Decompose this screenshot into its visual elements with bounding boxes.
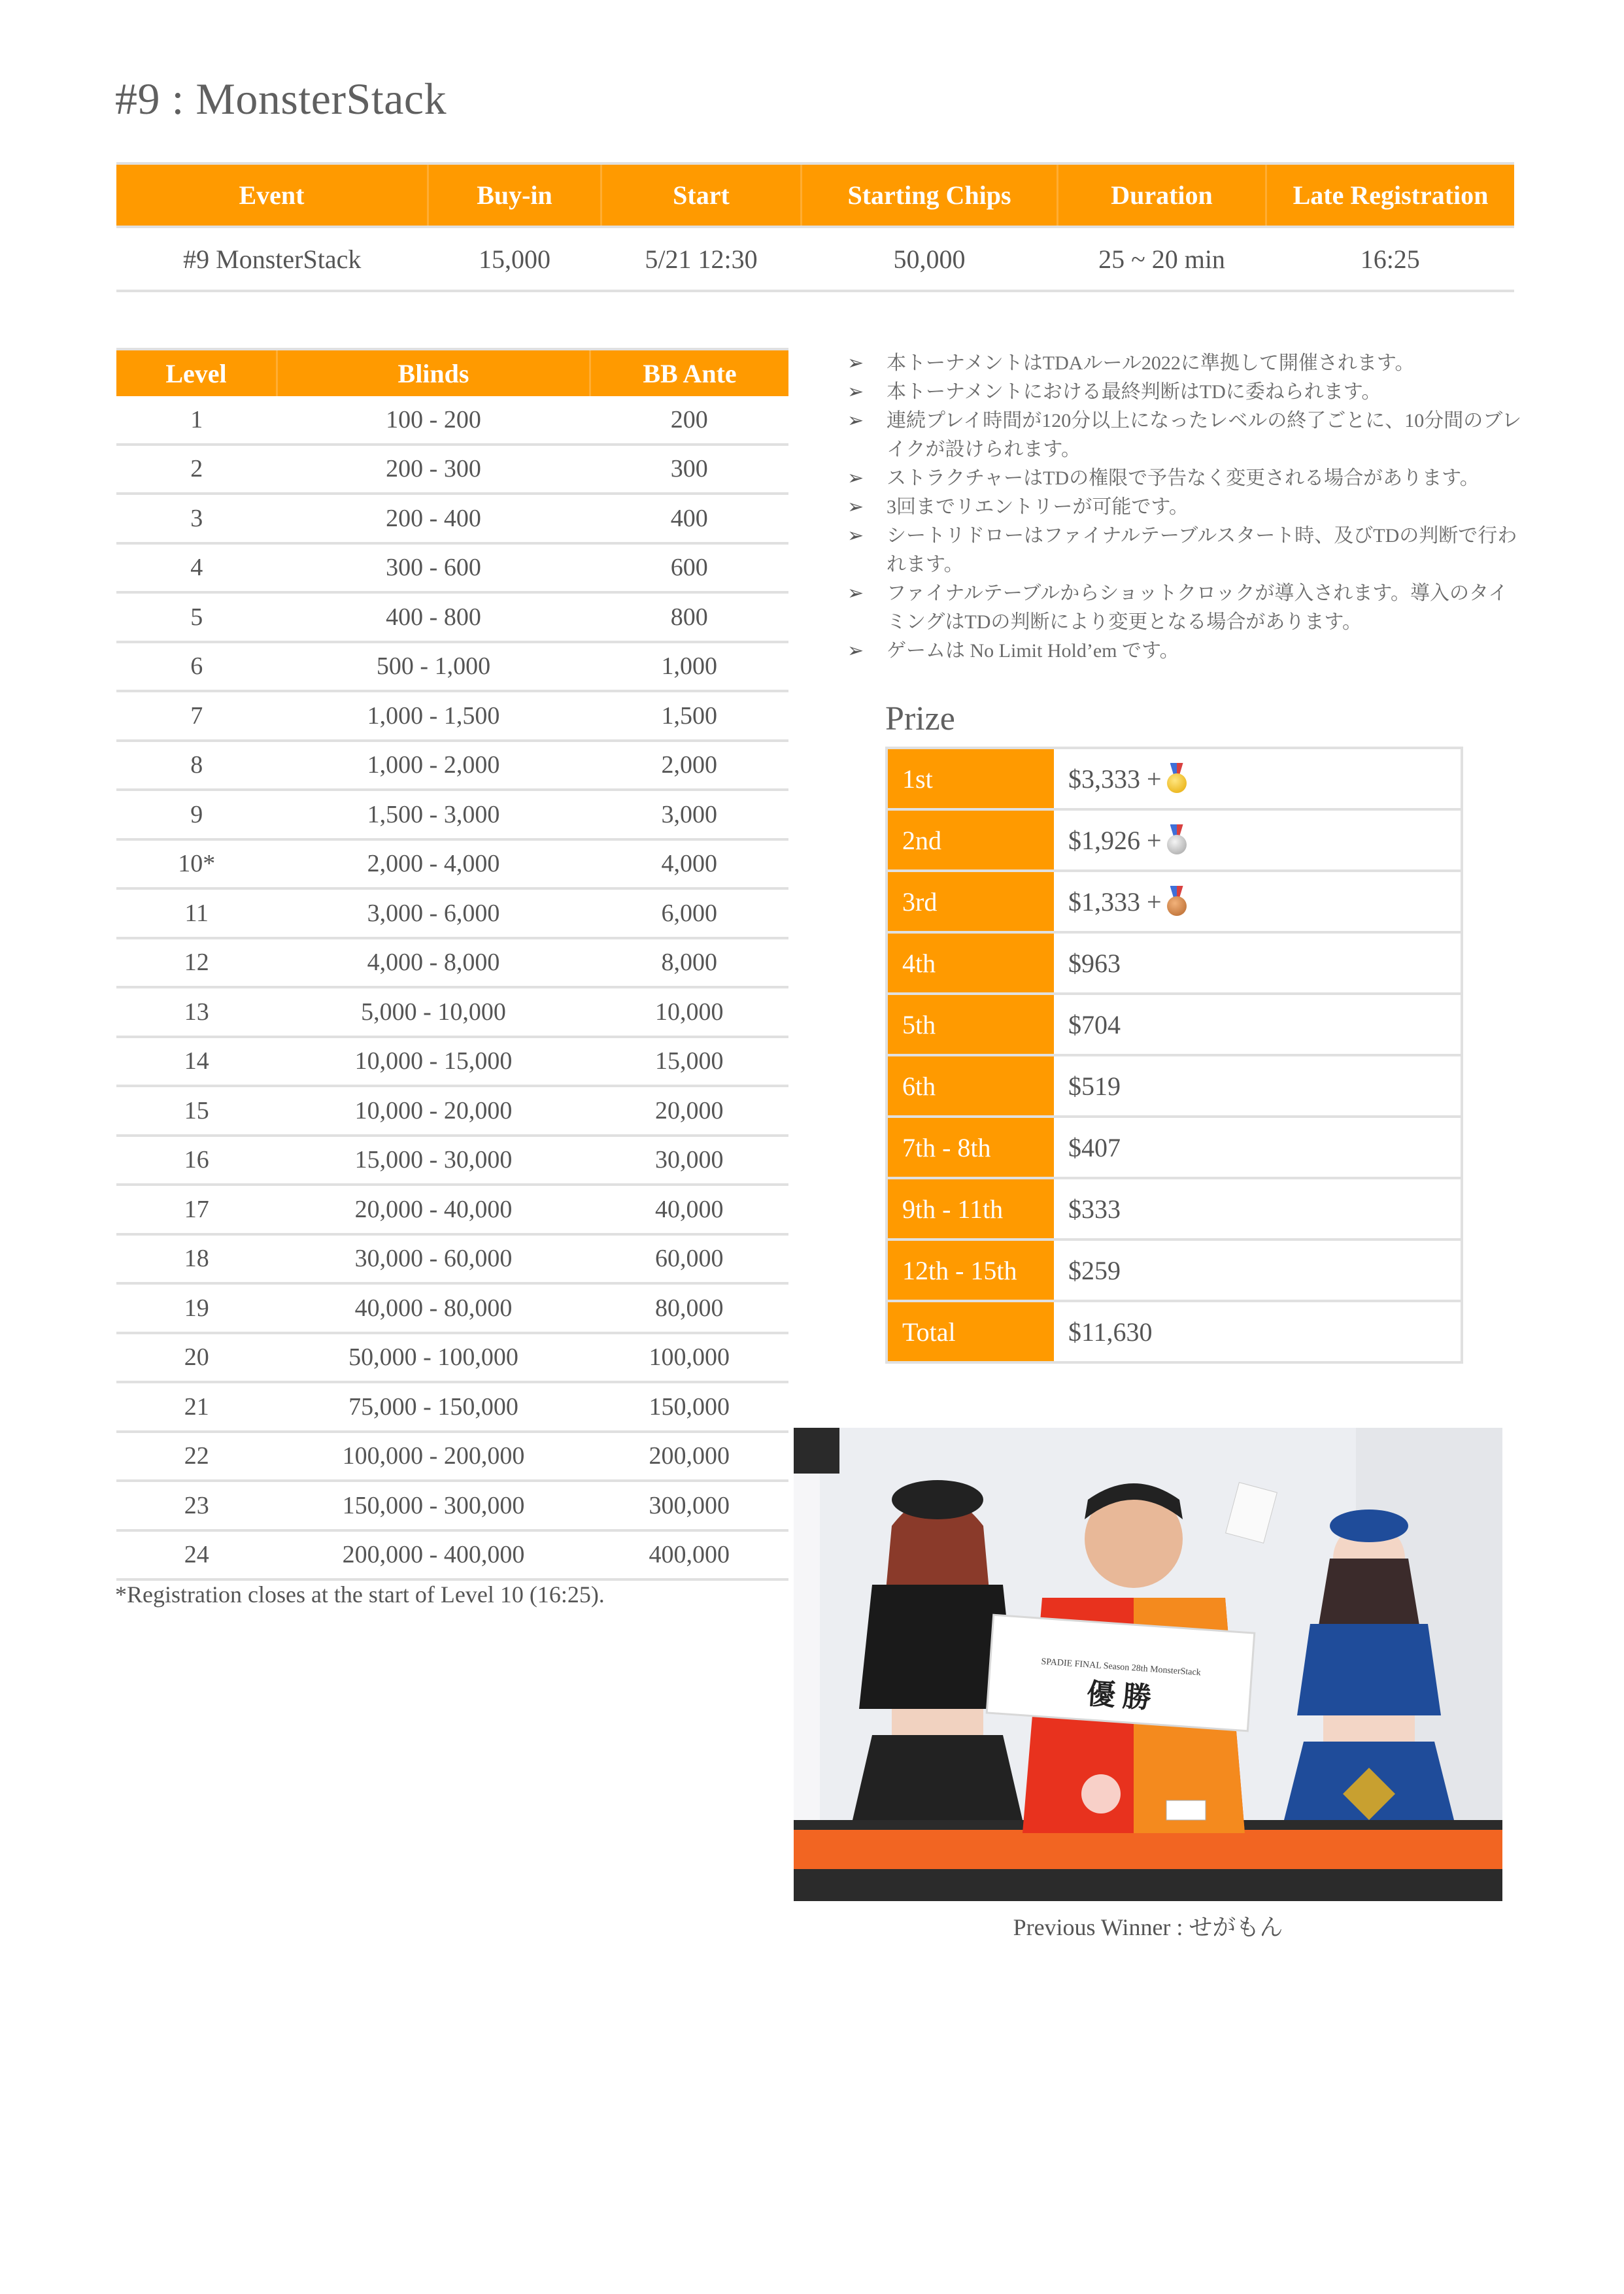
bb-ante-cell: 80,000 — [590, 1283, 789, 1333]
bronze-medal-icon — [1166, 886, 1188, 916]
blinds-cell: 150,000 - 300,000 — [277, 1481, 590, 1530]
level-cell: 23 — [116, 1481, 277, 1530]
blinds-cell: 50,000 - 100,000 — [277, 1333, 590, 1383]
buy-in-value: 15,000 — [428, 227, 601, 291]
level-cell: 12 — [116, 938, 277, 988]
blinds-row — [116, 1136, 788, 1185]
level-cell: 6 — [116, 642, 277, 692]
event-row — [116, 227, 1514, 291]
prize-amount-cell — [1054, 932, 1462, 994]
blinds-cell: 2,000 - 4,000 — [277, 839, 590, 889]
prize-row — [887, 809, 1462, 871]
level-cell: 17 — [116, 1185, 277, 1234]
blinds-row — [116, 1283, 788, 1333]
level-cell: 24 — [116, 1530, 277, 1580]
gold-medal-icon — [1166, 763, 1188, 793]
blinds-row — [116, 987, 788, 1037]
level-cell: 13 — [116, 987, 277, 1037]
blinds-cell: 1,000 - 2,000 — [277, 741, 590, 790]
blinds-row — [116, 445, 788, 494]
late-registration-header: Late Registration — [1266, 163, 1515, 227]
level-cell: 18 — [116, 1234, 277, 1284]
blinds-row — [116, 839, 788, 889]
rule-item — [847, 378, 1527, 407]
rule-text: 本トーナメントにおける最終判断はTDに委ねられます。 — [887, 381, 1381, 403]
prize-amount: $1,926 + — [1068, 826, 1162, 855]
start-value: 5/21 12:30 — [601, 227, 802, 291]
prize-amount-cell — [1054, 1055, 1462, 1117]
bb-ante-cell: 300 — [590, 445, 789, 494]
blinds-structure-table — [116, 348, 788, 1581]
prize-row — [887, 748, 1462, 809]
bb-ante-cell: 8,000 — [590, 938, 789, 988]
starting-chips-header: Starting Chips — [802, 163, 1058, 227]
prize-amount-cell — [1054, 1240, 1462, 1301]
level-cell: 3 — [116, 494, 277, 543]
blinds-row — [116, 1037, 788, 1087]
prize-amount-cell — [1054, 871, 1462, 932]
blinds-row — [116, 642, 788, 692]
prize-place: 5th — [887, 994, 1054, 1055]
arrow-bullet-icon: ➢ — [847, 640, 864, 662]
prize-amount-cell — [1054, 809, 1462, 871]
blinds-row — [116, 1333, 788, 1383]
blinds-row — [116, 543, 788, 593]
blinds-cell: 30,000 - 60,000 — [277, 1234, 590, 1284]
blinds-header: Blinds — [277, 349, 590, 396]
blinds-row — [116, 1234, 788, 1284]
page-title: #9 : MonsterStack — [115, 74, 447, 124]
prize-row — [887, 994, 1462, 1055]
level-cell: 2 — [116, 445, 277, 494]
prize-place: Total — [887, 1301, 1054, 1362]
prize-place: 6th — [887, 1055, 1054, 1117]
prize-title: Prize — [885, 700, 955, 737]
prize-row — [887, 1117, 1462, 1178]
rule-item — [847, 522, 1527, 579]
prize-row — [887, 932, 1462, 994]
bb-ante-cell: 4,000 — [590, 839, 789, 889]
prize-amount-cell — [1054, 748, 1462, 809]
starting-chips-value: 50,000 — [802, 227, 1058, 291]
bb-ante-cell: 15,000 — [590, 1037, 789, 1087]
prize-amount: $3,333 + — [1068, 764, 1162, 794]
prize-row — [887, 871, 1462, 932]
level-cell: 15 — [116, 1086, 277, 1136]
blinds-row — [116, 1382, 788, 1432]
blinds-row — [116, 494, 788, 543]
rule-item — [847, 493, 1527, 522]
blinds-cell: 200 - 300 — [277, 445, 590, 494]
level-cell: 21 — [116, 1382, 277, 1432]
bb-ante-cell: 2,000 — [590, 741, 789, 790]
prize-amount: $11,630 — [1068, 1317, 1153, 1347]
bb-ante-cell: 150,000 — [590, 1382, 789, 1432]
blinds-row — [116, 1432, 788, 1481]
registration-footnote: *Registration closes at the start of Level 10 (16:25). — [115, 1581, 605, 1608]
previous-winner-photo — [794, 1428, 1502, 1901]
rule-text: 本トーナメントはTDAルール2022に準拠して開催されます。 — [887, 352, 1415, 374]
level-cell: 20 — [116, 1333, 277, 1383]
bb-ante-cell: 200,000 — [590, 1432, 789, 1481]
blinds-row — [116, 741, 788, 790]
blinds-row — [116, 691, 788, 741]
blinds-cell: 10,000 - 20,000 — [277, 1086, 590, 1136]
level-header: Level — [116, 349, 277, 396]
rule-item — [847, 637, 1527, 666]
blinds-cell: 400 - 800 — [277, 592, 590, 642]
prize-amount-cell — [1054, 1301, 1462, 1362]
bb-ante-cell: 300,000 — [590, 1481, 789, 1530]
level-cell: 1 — [116, 396, 277, 445]
prize-amount: $259 — [1068, 1255, 1121, 1285]
level-cell: 22 — [116, 1432, 277, 1481]
blinds-row — [116, 1185, 788, 1234]
blinds-cell: 3,000 - 6,000 — [277, 888, 590, 938]
blinds-cell: 500 - 1,000 — [277, 642, 590, 692]
prize-row — [887, 1055, 1462, 1117]
rule-text: ファイナルテーブルからショットクロックが導入されます。導入のタイミングはTDの判断により変更となる場合があります。 — [887, 582, 1508, 633]
blinds-cell: 200 - 400 — [277, 494, 590, 543]
prize-amount-cell — [1054, 1178, 1462, 1240]
prize-row — [887, 1301, 1462, 1362]
blinds-cell: 200,000 - 400,000 — [277, 1530, 590, 1580]
level-cell: 9 — [116, 790, 277, 839]
winner-photo-illustration — [794, 1428, 1502, 1901]
duration-value: 25 ~ 20 min — [1058, 227, 1266, 291]
level-cell: 7 — [116, 691, 277, 741]
late-registration-value: 16:25 — [1266, 227, 1515, 291]
prize-row — [887, 1240, 1462, 1301]
blinds-cell: 20,000 - 40,000 — [277, 1185, 590, 1234]
rule-text: ゲームは No Limit Hold’em です。 — [887, 640, 1179, 662]
bb-ante-cell: 800 — [590, 592, 789, 642]
rule-item — [847, 579, 1527, 637]
blinds-cell: 1,000 - 1,500 — [277, 691, 590, 741]
prize-place: 4th — [887, 932, 1054, 994]
buy-in-header: Buy-in — [428, 163, 601, 227]
bb-ante-cell: 10,000 — [590, 987, 789, 1037]
prize-amount: $1,333 + — [1068, 887, 1162, 917]
prize-amount: $407 — [1068, 1132, 1121, 1162]
blinds-cell: 100 - 200 — [277, 396, 590, 445]
bb-ante-cell: 60,000 — [590, 1234, 789, 1284]
blinds-cell: 5,000 - 10,000 — [277, 987, 590, 1037]
prize-place: 9th - 11th — [887, 1178, 1054, 1240]
blinds-cell: 40,000 - 80,000 — [277, 1283, 590, 1333]
blinds-cell: 15,000 - 30,000 — [277, 1136, 590, 1185]
rule-item — [847, 349, 1527, 378]
arrow-bullet-icon: ➢ — [847, 381, 864, 403]
bb-ante-cell: 100,000 — [590, 1333, 789, 1383]
prize-amount: $963 — [1068, 948, 1121, 978]
prize-place: 7th - 8th — [887, 1117, 1054, 1178]
rule-item — [847, 407, 1527, 464]
blinds-cell: 10,000 - 15,000 — [277, 1037, 590, 1087]
bb-ante-cell: 600 — [590, 543, 789, 593]
prize-place: 3rd — [887, 871, 1054, 932]
bb-ante-cell: 6,000 — [590, 888, 789, 938]
blinds-row — [116, 790, 788, 839]
photo-caption: Previous Winner : せがもん — [1013, 1914, 1283, 1940]
duration-header: Duration — [1058, 163, 1266, 227]
blinds-cell: 300 - 600 — [277, 543, 590, 593]
rule-text: 3回までリエントリーが可能です。 — [887, 496, 1189, 518]
silver-medal-icon — [1166, 824, 1188, 854]
level-cell: 4 — [116, 543, 277, 593]
bb-ante-cell: 1,500 — [590, 691, 789, 741]
blinds-cell: 100,000 - 200,000 — [277, 1432, 590, 1481]
bb-ante-cell: 1,000 — [590, 642, 789, 692]
prize-place: 12th - 15th — [887, 1240, 1054, 1301]
arrow-bullet-icon: ➢ — [847, 467, 864, 489]
rule-text: シートリドローはファイナルテーブルスタート時、及びTDの判断で行われます。 — [887, 525, 1517, 575]
blinds-cell: 4,000 - 8,000 — [277, 938, 590, 988]
prize-row — [887, 1178, 1462, 1240]
blinds-row — [116, 396, 788, 445]
prize-table — [885, 747, 1463, 1364]
event-name: #9 MonsterStack — [116, 227, 428, 291]
blinds-row — [116, 1481, 788, 1530]
blinds-cell: 1,500 - 3,000 — [277, 790, 590, 839]
bb-ante-cell: 40,000 — [590, 1185, 789, 1234]
blinds-row — [116, 938, 788, 988]
arrow-bullet-icon: ➢ — [847, 582, 864, 604]
bb-ante-cell: 200 — [590, 396, 789, 445]
arrow-bullet-icon: ➢ — [847, 496, 864, 518]
rule-item — [847, 464, 1527, 493]
prize-amount-cell — [1054, 1117, 1462, 1178]
prize-place: 1st — [887, 748, 1054, 809]
arrow-bullet-icon: ➢ — [847, 410, 864, 431]
level-cell: 8 — [116, 741, 277, 790]
level-cell: 16 — [116, 1136, 277, 1185]
blinds-cell: 75,000 - 150,000 — [277, 1382, 590, 1432]
bb-ante-cell: 400,000 — [590, 1530, 789, 1580]
rules-list — [847, 349, 1527, 666]
arrow-bullet-icon: ➢ — [847, 525, 864, 547]
level-cell: 5 — [116, 592, 277, 642]
event-info-table — [116, 162, 1514, 292]
bb-ante-cell: 400 — [590, 494, 789, 543]
blinds-row — [116, 888, 788, 938]
blinds-row — [116, 1086, 788, 1136]
winner-banner-text: SPADIE FINAL Season 28th MonsterStack — [1040, 1657, 1202, 1678]
prize-amount: $519 — [1068, 1071, 1121, 1101]
winner-banner-title: 優 勝 — [1085, 1678, 1153, 1715]
prize-amount: $704 — [1068, 1009, 1121, 1039]
level-cell: 19 — [116, 1283, 277, 1333]
rule-text: 連続プレイ時間が120分以上になったレベルの終了ごとに、10分間のブレイクが設けられます。 — [887, 410, 1522, 460]
blinds-row — [116, 1530, 788, 1580]
start-header: Start — [601, 163, 802, 227]
level-cell: 11 — [116, 888, 277, 938]
bb-ante-cell: 20,000 — [590, 1086, 789, 1136]
arrow-bullet-icon: ➢ — [847, 352, 864, 374]
prize-amount: $333 — [1068, 1194, 1121, 1224]
prize-place: 2nd — [887, 809, 1054, 871]
bb-ante-cell: 30,000 — [590, 1136, 789, 1185]
blinds-row — [116, 592, 788, 642]
level-cell: 14 — [116, 1037, 277, 1087]
rule-text: ストラクチャーはTDの権限で予告なく変更される場合があります。 — [887, 467, 1480, 489]
bb-ante-cell: 3,000 — [590, 790, 789, 839]
level-cell: 10* — [116, 839, 277, 889]
bb-ante-header: BB Ante — [590, 349, 789, 396]
prize-amount-cell — [1054, 994, 1462, 1055]
event-header: Event — [116, 163, 428, 227]
